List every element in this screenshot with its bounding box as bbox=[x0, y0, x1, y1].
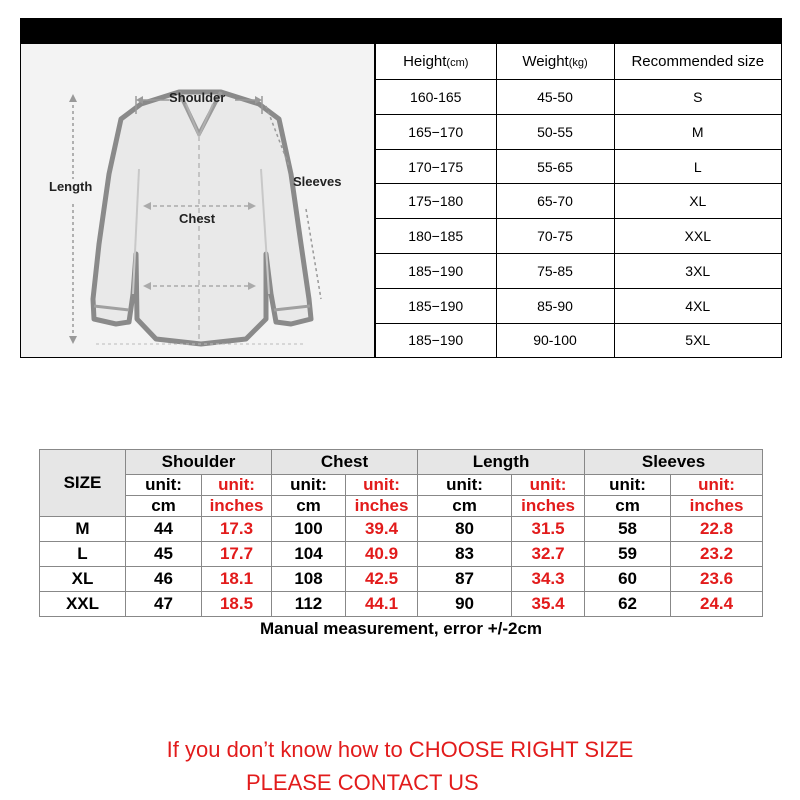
size-cell: M bbox=[40, 517, 126, 542]
unit-label: unit: bbox=[585, 475, 671, 496]
table-row bbox=[40, 567, 763, 592]
length-header: Length bbox=[418, 450, 585, 475]
contact-notice-line1: If you don’t know how to CHOOSE RIGHT SIZE bbox=[166, 737, 634, 762]
value-cell: 34.3 bbox=[512, 567, 585, 592]
chest-header: Chest bbox=[272, 450, 418, 475]
value-cell: 24.4 bbox=[671, 592, 763, 617]
unit-label: unit: bbox=[671, 475, 763, 496]
value-cell: 108 bbox=[272, 567, 346, 592]
size-cell: M bbox=[614, 114, 781, 149]
weight-cell: 50-55 bbox=[496, 114, 614, 149]
header-bar bbox=[21, 19, 781, 44]
size-cell: XXL bbox=[614, 219, 781, 254]
sleeves-header: Sleeves bbox=[585, 450, 763, 475]
unit-label: unit: bbox=[418, 475, 512, 496]
value-cell: 22.8 bbox=[671, 517, 763, 542]
value-cell: 80 bbox=[418, 517, 512, 542]
sleeves-label: Sleeves bbox=[293, 174, 342, 189]
size-recommendation-table bbox=[376, 44, 781, 357]
weight-header: Weight(kg) bbox=[496, 44, 614, 80]
weight-cell: 90-100 bbox=[496, 323, 614, 357]
table-row bbox=[376, 80, 781, 115]
height-cell: 185−190 bbox=[408, 332, 464, 349]
weight-cell: 45-50 bbox=[496, 80, 614, 115]
value-cell: 44 bbox=[126, 517, 202, 542]
value-cell: 100 bbox=[272, 517, 346, 542]
value-cell: 47 bbox=[126, 592, 202, 617]
weight-cell: 85-90 bbox=[496, 288, 614, 323]
measurement-table bbox=[39, 449, 763, 641]
value-cell: 59 bbox=[585, 542, 671, 567]
table-row bbox=[376, 323, 781, 357]
value-cell: 35.4 bbox=[512, 592, 585, 617]
measurement-group-header bbox=[40, 450, 763, 475]
value-cell: 32.7 bbox=[512, 542, 585, 567]
value-cell: 18.1 bbox=[202, 567, 272, 592]
table-row bbox=[40, 517, 763, 542]
shirt-diagram bbox=[21, 44, 376, 357]
table-row bbox=[376, 149, 781, 184]
weight-cell: 55-65 bbox=[496, 149, 614, 184]
unit-label: unit: bbox=[272, 475, 346, 496]
size-cell: L bbox=[40, 542, 126, 567]
size-cell: XL bbox=[40, 567, 126, 592]
unit-cm: cm bbox=[585, 496, 671, 517]
value-cell: 58 bbox=[585, 517, 671, 542]
size-cell: L bbox=[614, 149, 781, 184]
size-guide-panel bbox=[20, 18, 782, 358]
value-cell: 31.5 bbox=[512, 517, 585, 542]
height-cell: 175−180 bbox=[376, 184, 496, 219]
size-cell: XXL bbox=[40, 592, 126, 617]
value-cell: 17.7 bbox=[202, 542, 272, 567]
value-cell: 40.9 bbox=[346, 542, 418, 567]
value-cell: 42.5 bbox=[346, 567, 418, 592]
value-cell: 39.4 bbox=[346, 517, 418, 542]
unit-inches: inches bbox=[202, 496, 272, 517]
shoulder-label: Shoulder bbox=[169, 90, 226, 105]
unit-cm: cm bbox=[272, 496, 346, 517]
table-row bbox=[376, 114, 781, 149]
value-cell: 87 bbox=[418, 567, 512, 592]
value-cell: 83 bbox=[418, 542, 512, 567]
unit-name-row bbox=[40, 496, 763, 517]
size-recommendation-header bbox=[376, 44, 781, 80]
unit-label: unit: bbox=[512, 475, 585, 496]
value-cell: 90 bbox=[418, 592, 512, 617]
shoulder-header: Shoulder bbox=[126, 450, 272, 475]
height-cell: 185−190 bbox=[376, 254, 496, 289]
table-row bbox=[376, 288, 781, 323]
unit-inches: inches bbox=[512, 496, 585, 517]
length-label: Length bbox=[49, 179, 93, 194]
value-cell: 23.6 bbox=[671, 567, 763, 592]
size-cell: 5XL bbox=[614, 323, 781, 357]
height-cell: 180−185 bbox=[376, 219, 496, 254]
size-cell: 4XL bbox=[614, 288, 781, 323]
size-header: SIZE bbox=[40, 450, 126, 517]
unit-inches: inches bbox=[346, 496, 418, 517]
unit-inches: inches bbox=[671, 496, 763, 517]
unit-label: unit: bbox=[202, 475, 272, 496]
weight-cell: 70-75 bbox=[496, 219, 614, 254]
measurement-note: Manual measurement, error +/-2cm bbox=[40, 617, 763, 642]
height-header: Height(cm) bbox=[376, 44, 496, 80]
unit-label-row bbox=[40, 475, 763, 496]
value-cell: 18.5 bbox=[202, 592, 272, 617]
value-cell: 45 bbox=[126, 542, 202, 567]
size-cell: 3XL bbox=[614, 254, 781, 289]
measurement-note-row bbox=[40, 617, 763, 642]
value-cell: 23.2 bbox=[671, 542, 763, 567]
weight-cell: 75-85 bbox=[496, 254, 614, 289]
value-cell: 17.3 bbox=[202, 517, 272, 542]
value-cell: 46 bbox=[126, 567, 202, 592]
unit-label: unit: bbox=[346, 475, 418, 496]
size-cell: S bbox=[614, 80, 781, 115]
table-row bbox=[376, 254, 781, 289]
value-cell: 112 bbox=[272, 592, 346, 617]
table-row bbox=[40, 542, 763, 567]
table-row bbox=[376, 219, 781, 254]
recommended-size-header: Recommended size bbox=[614, 44, 781, 80]
height-cell: 185−190 bbox=[376, 288, 496, 323]
value-cell: 44.1 bbox=[346, 592, 418, 617]
height-cell: 170−175 bbox=[376, 149, 496, 184]
height-cell: 165−170 bbox=[376, 114, 496, 149]
table-row bbox=[40, 592, 763, 617]
size-cell: XL bbox=[614, 184, 781, 219]
unit-label: unit: bbox=[126, 475, 202, 496]
weight-cell: 65-70 bbox=[496, 184, 614, 219]
value-cell: 60 bbox=[585, 567, 671, 592]
chest-label: Chest bbox=[179, 211, 216, 226]
contact-notice-line2: PLEASE CONTACT US bbox=[246, 770, 479, 795]
value-cell: 104 bbox=[272, 542, 346, 567]
unit-cm: cm bbox=[418, 496, 512, 517]
unit-cm: cm bbox=[126, 496, 202, 517]
table-row bbox=[376, 184, 781, 219]
height-cell: 160-165 bbox=[376, 80, 496, 115]
value-cell: 62 bbox=[585, 592, 671, 617]
